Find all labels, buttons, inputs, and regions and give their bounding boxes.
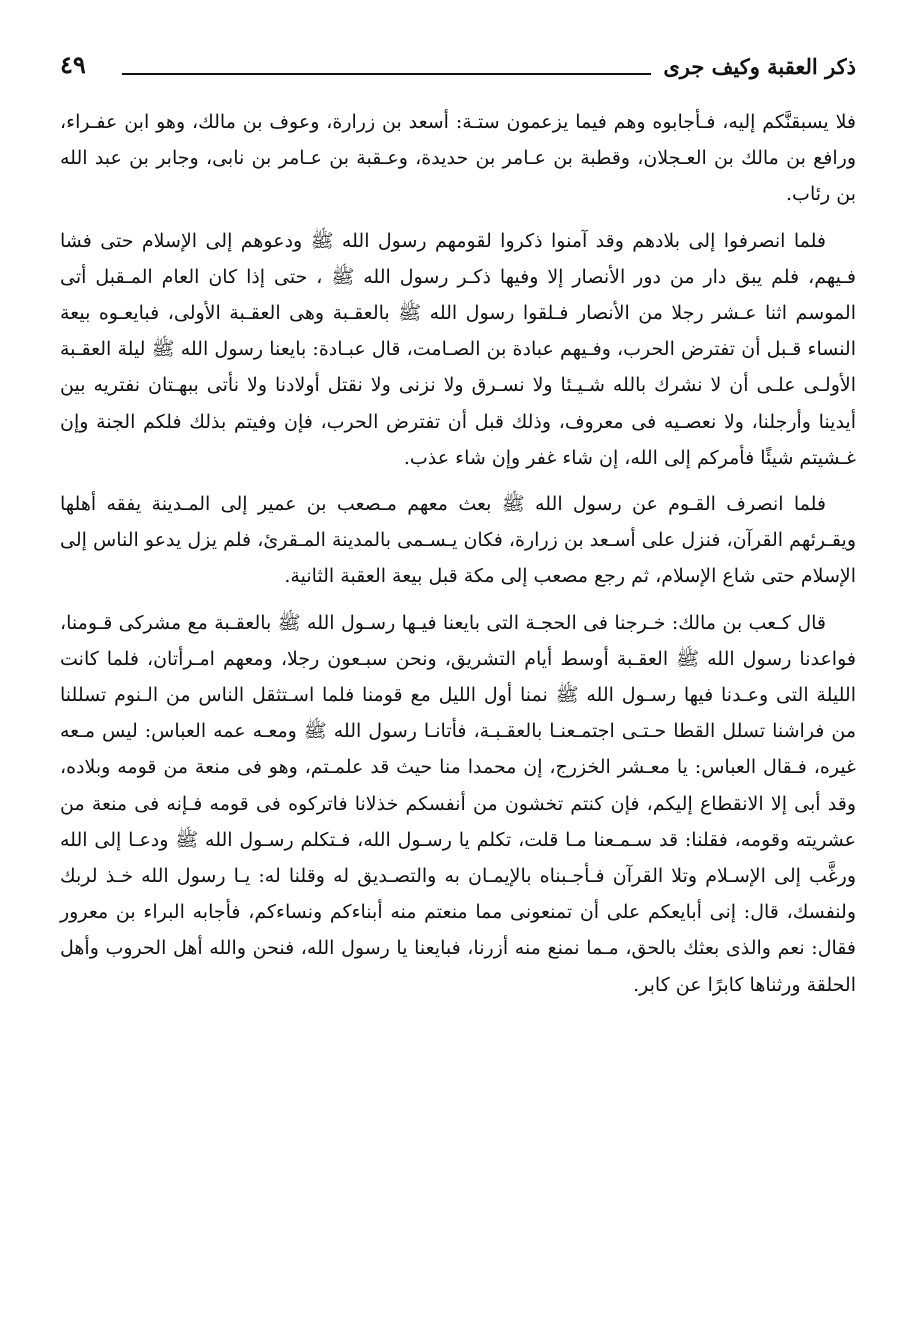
page-header — [60, 48, 856, 88]
paragraph-4: قال كـعب بن مالك: خـرجنا فى الحجـة التى بايعنا فيـها رسـول الله ﷺ بالعقـبة مع مشركى قـومنا، فواعدنا رسول الله ﷺ العقـبة أوسط أيام التشريق، ونحن سبـعون رجلا، ومعهم امـرأتان، فلما كانت الليلة التى وعـدنا فيها رسـول الله ﷺ نمنا أول الليل مع قومنا فلما اسـتثقل الناس من الـنوم تسللنا من فراشنا تسلل القطا حـتـى اجتمـعنـا بالعقـبـة، فأتانـا رسول الله ﷺ ومعـه عمه العباس: ليس مـعه غيره، فـقال العباس: يا معـشر الخزرج، إن محمدا منا حيث قد علمـتم، وهو فى منعة من قومه وبلاده، وقد أبى إلا الانقطاع إليكم، فإن كنتم تخشون من أنفسكم خذلانا فاتركوه فى قومه فـإنه فى منعة من عشريته وقومه، فقلنا: قد سـمـعنا مـا قلت، تكلم يا رسـول الله، فـتكلم رسـول الله ﷺ ودعـا إلى الله ورغَّب إلى الإسـلام وتلا القرآن فـأجـبناه بالإيمـان به والتصـديق له وقلنا له: يـا رسول الله خـذ لربك ولنفسك، قال: إنى أبايعكم على أن تمنعونى مما منعتم منه أبناءكم ونساءكم، فأجابه البراء بن معرور فقال: نعم والذى بعثك بالحق، مـما نمنع منه أزرنا، فبايعنا يا رسول الله، فنحن والله أهل الحروب وأهل الحلقة ورثناها كابرًا عن كابر. — [60, 611, 856, 996]
paragraph-1: فلا يسبقنَّكم إليه، فـأجابوه وهم فيما يزعمون ستـة: أسعد بن زرارة، وعوف بن مالك، وهو ابن عفـراء، ورافع بن مالك بن العـجلان، وقطبة بن عـامر بن حديدة، وعـقبة بن عـامر بن نابى، وجابر بن عبد الله بن رئاب. — [60, 111, 856, 206]
paragraph-2: فلما انصرفوا إلى بلادهم وقد آمنوا ذكروا لقومهم رسول الله ﷺ ودعوهم إلى الإسلام حتى فشا فـيهم، فلم يبق دار من دور الأنصار إلا وفيها ذكـر رسول الله ﷺ ، حتى إذا كان العام المـقبل أتى الموسم اثنا عـشر رجلا من الأنصار فـلقوا رسول الله ﷺ بالعقـبة وهى العقـبة الأولى، فبايعـوه بيعة النساء قـبل أن تفترض الحرب، وفـيهم عبادة بن الصـامت، قال عبـادة: بايعنا رسول الله ﷺ ليلة العقـبة الأولـى علـى أن لا نشرك بالله شـيـئا ولا نسـرق ولا نزنى ولا نقتل أولادنا ولا نأتى ببهـتان نفتريه بين أيدينا وأرجلنا، ولا نعصـيه فى معروف، وذلك قبل أن تفترض الحرب، فإن وفيتم بذلك فلكم الجنة وإن غـشيتم شيئًا فأمركم إلى الله، إن شاء غفر وإن شاء عذب. — [60, 229, 856, 469]
header-rule — [122, 73, 651, 75]
paragraph-3: فلما انصرف القـوم عن رسول الله ﷺ بعث معهم مـصعب بن عمير إلى المـدينة يفقه أهلها ويقـرئهم القرآن، فنزل على أسـعد بن زرارة، فكان يـسـمى بالمدينة المـقرئ، فلم يزل يدعو الناس إلى الإسلام حتى شاع الإسلام، ثم رجع مصعب إلى مكة قبل بيعة العقبة الثانية. — [60, 493, 856, 588]
body-text — [60, 104, 856, 1003]
running-title: ذكر العقبة وكيف جرى — [663, 54, 856, 79]
page-number: ٤٩ — [60, 50, 86, 79]
book-page — [60, 48, 856, 1013]
